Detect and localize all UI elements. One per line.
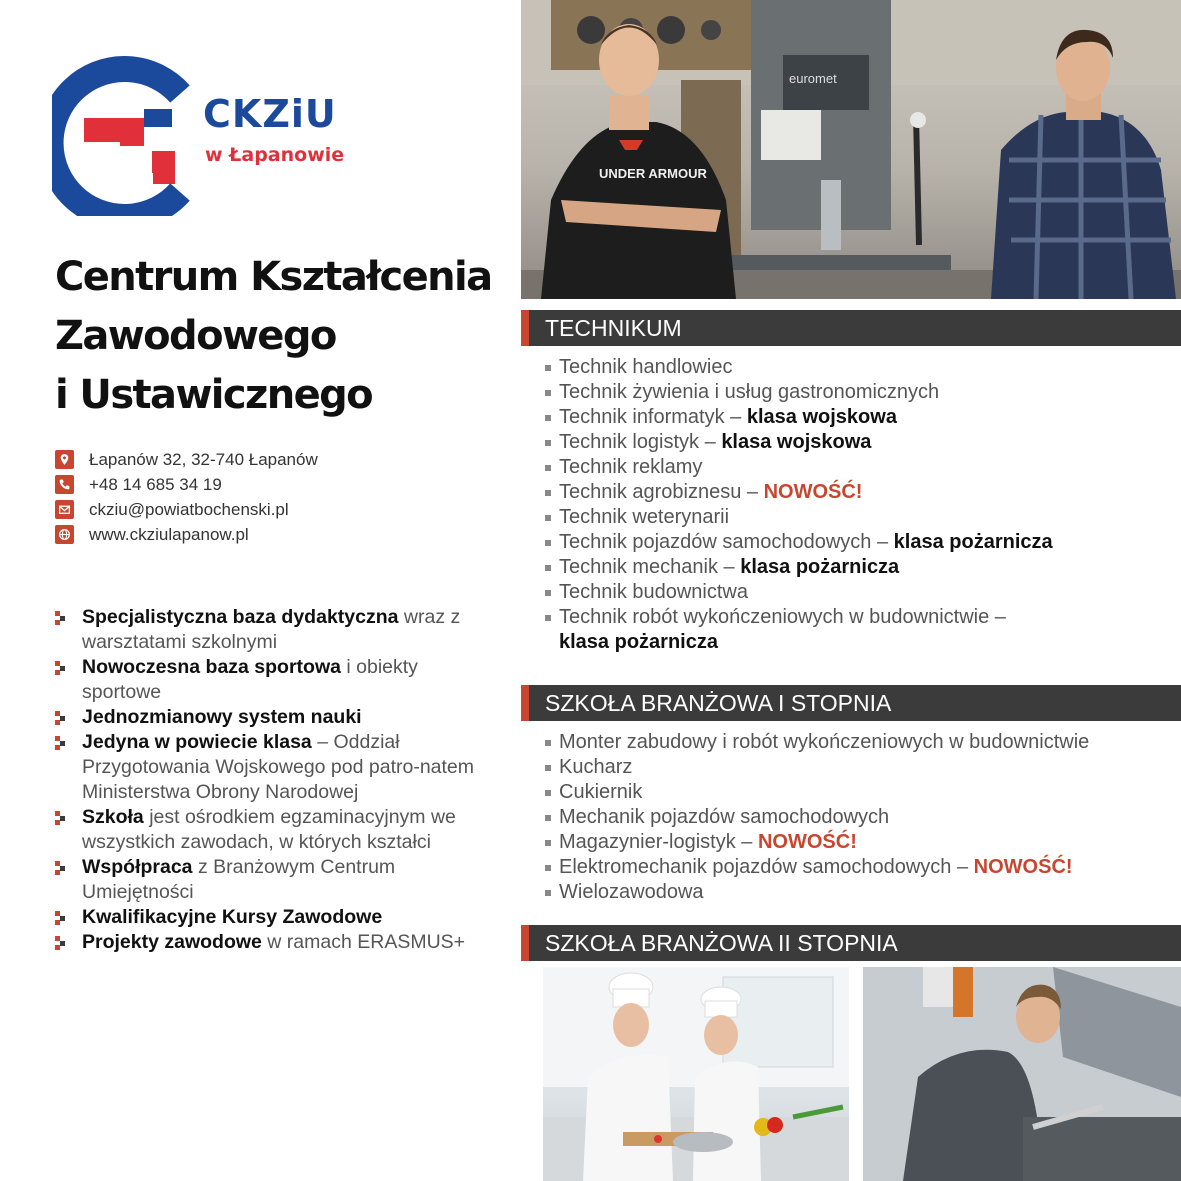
logo-subtitle: w Łapanowie <box>205 144 345 166</box>
list-item: Wielozawodowa <box>545 880 1181 905</box>
location-pin-icon <box>55 450 74 469</box>
contact-address <box>55 447 318 472</box>
list-item: Mechanik pojazdów samochodowych <box>545 805 1181 830</box>
feature-item <box>55 805 475 855</box>
feature-bold: Jedyna w powiecie klasa <box>82 731 312 753</box>
list-item: Technik agrobiznesu – NOWOŚĆ! <box>545 480 1181 505</box>
students-workshop-photo <box>521 0 1181 299</box>
mechanic-car-photo <box>863 967 1181 1181</box>
contact-phone-text: +48 14 685 34 19 <box>89 474 222 494</box>
contact-email[interactable] <box>55 497 318 522</box>
new-badge: NOWOŚĆ! <box>763 481 863 503</box>
contact-address-text: Łapanów 32, 32-740 Łapanów <box>89 449 318 469</box>
section-header-branzowa-1: SZKOŁA BRANŻOWA I STOPNIA <box>521 685 1181 721</box>
contact-email-text: ckziu@powiatbochenski.pl <box>89 499 289 519</box>
title-line: Centrum Kształcenia <box>55 254 492 300</box>
kitchen-illustration <box>543 967 849 1181</box>
list-item: Technik robót wykończeniowych w budownictwie – <box>545 605 1181 630</box>
list-item: Kucharz <box>545 755 1181 780</box>
feature-bold: Nowoczesna baza sportowa <box>82 656 341 678</box>
bullet-icon <box>55 711 69 725</box>
list-item: Cukiernik <box>545 780 1181 805</box>
list-item: Technik pojazdów samochodowych – klasa pożarnicza <box>545 530 1181 555</box>
logo-name: CKZiU <box>203 92 337 136</box>
contact-phone[interactable] <box>55 472 318 497</box>
mechanic-illustration <box>863 967 1181 1181</box>
new-badge: NOWOŚĆ! <box>757 831 857 853</box>
bullet-icon <box>55 936 69 950</box>
list-item: Technik żywienia i usług gastronomicznych <box>545 380 1181 405</box>
list-item: Elektromechanik pojazdów samochodowych – NOWOŚĆ! <box>545 855 1181 880</box>
list-item: Technik informatyk – klasa wojskowa <box>545 405 1181 430</box>
feature-item <box>55 705 475 730</box>
title-line: Zawodowego <box>55 313 336 359</box>
list-item: Technik logistyk – klasa wojskowa <box>545 430 1181 455</box>
feature-item <box>55 930 475 955</box>
list-item: Monter zabudowy i robót wykończeniowych w budownictwie <box>545 730 1181 755</box>
technikum-list <box>545 355 1181 655</box>
list-item-continuation: klasa pożarnicza <box>559 631 718 653</box>
globe-icon <box>55 525 74 544</box>
bullet-icon <box>55 861 69 875</box>
contact-list <box>55 447 318 547</box>
feature-item <box>55 905 475 930</box>
feature-bold: Szkoła <box>82 806 144 828</box>
feature-bold: Specjalistyczna baza dydaktyczna <box>82 606 399 628</box>
page-title <box>55 248 495 425</box>
section-header-technikum: TECHNIKUM <box>521 310 1181 346</box>
list-item: Magazynier-logistyk – NOWOŚĆ! <box>545 830 1181 855</box>
feature-item <box>55 655 475 705</box>
new-badge: NOWOŚĆ! <box>973 856 1073 878</box>
contact-website[interactable] <box>55 522 318 547</box>
workshop-illustration <box>521 0 1181 299</box>
feature-item <box>55 730 475 805</box>
feature-item <box>55 855 475 905</box>
list-item: Technik budownictwa <box>545 580 1181 605</box>
list-item: Technik weterynarii <box>545 505 1181 530</box>
bullet-icon <box>55 661 69 675</box>
bullet-icon <box>55 611 69 625</box>
phone-icon <box>55 475 74 494</box>
chefs-kitchen-photo <box>543 967 849 1181</box>
ckziu-logo <box>52 56 352 216</box>
feature-text: jest ośrodkiem egzaminacyjnym we wszystkich zawodach, w których kształci <box>82 806 456 853</box>
contact-website-text: www.ckziulapanow.pl <box>89 524 249 544</box>
machine-brand: euromet <box>789 71 837 86</box>
feature-bold: Kwalifikacyjne Kursy Zawodowe <box>82 906 383 928</box>
feature-text: – Oddział Przygotowania Wojskowego pod patro-natem Ministerstwa Obrony Narodowej <box>82 731 475 803</box>
envelope-icon <box>55 500 74 519</box>
section-header-branzowa-2: SZKOŁA BRANŻOWA II STOPNIA <box>521 925 1181 961</box>
feature-bold: Projekty zawodowe <box>82 931 262 953</box>
feature-text: wraz z warsztatami szkolnymi <box>82 606 461 653</box>
list-item: Technik reklamy <box>545 455 1181 480</box>
list-item: Technik mechanik – klasa pożarnicza <box>545 555 1181 580</box>
feature-bold: Jednozmianowy system nauki <box>82 706 362 728</box>
feature-list <box>55 605 475 955</box>
feature-item <box>55 605 475 655</box>
feature-text: i obiekty sportowe <box>82 656 418 703</box>
feature-bold: Współpraca <box>82 856 193 878</box>
list-item: Technik handlowiec <box>545 355 1181 380</box>
bullet-icon <box>55 911 69 925</box>
bullet-icon <box>55 736 69 750</box>
feature-text: z Branżowym Centrum Umiejętności <box>82 856 396 903</box>
bullet-icon <box>55 811 69 825</box>
title-line: i Ustawicznego <box>55 372 373 418</box>
branzowa-1-list <box>545 730 1181 905</box>
feature-text: w ramach ERASMUS+ <box>261 931 466 953</box>
shirt-print: UNDER ARMOUR <box>599 166 707 181</box>
